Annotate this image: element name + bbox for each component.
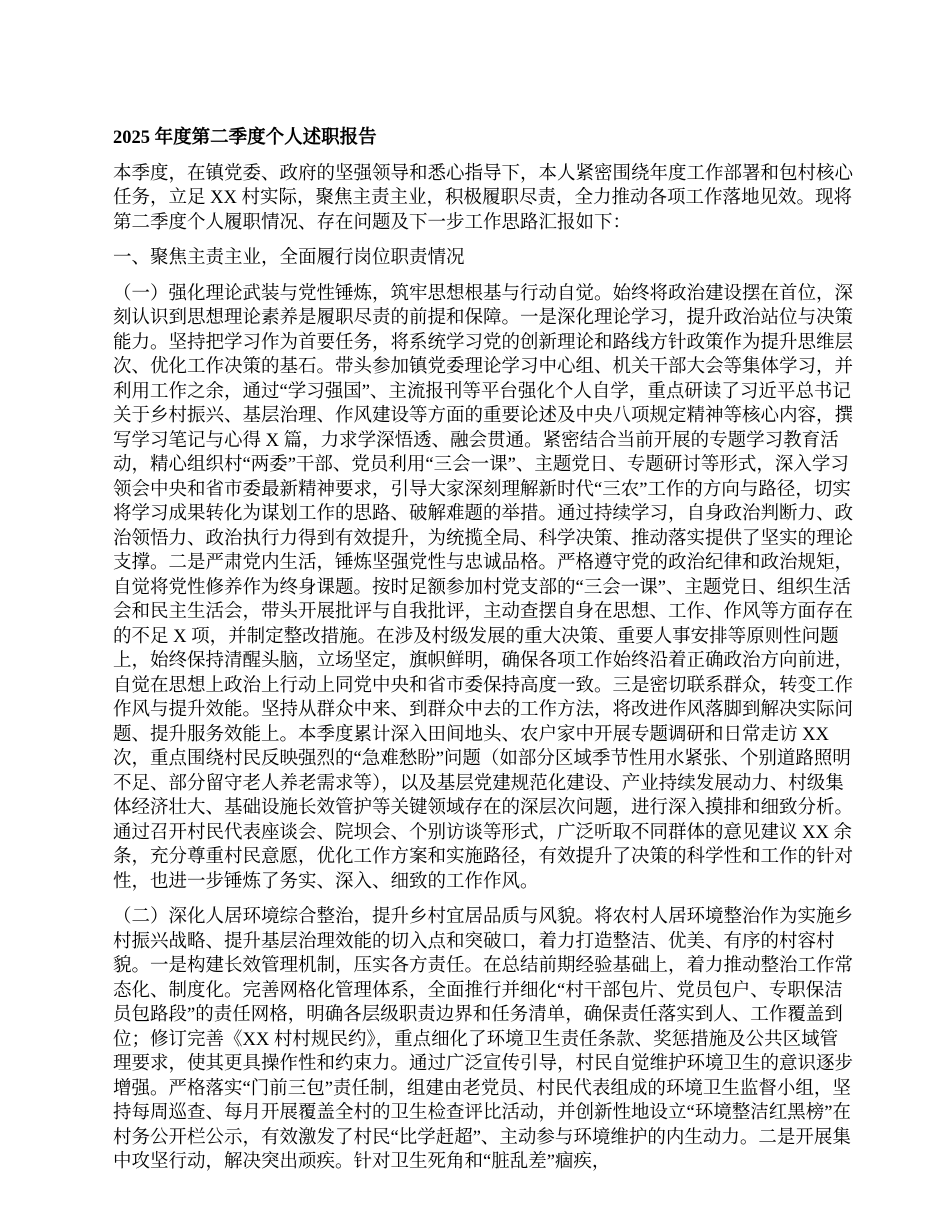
body-paragraph-1: （一）强化理论武装与党性锤炼，筑牢思想根基与行动自觉。始终将政治建设摆在首位，深刻认识到思想理论素养是履职尽责的前提和保障。一是深化理论学习，提升政治站位与决策能力。坚持把学习作为首要任务，将系统学习党的创新理论和路线方针政策作为提升思维层次、优化工作决策的基石。带头参加镇党委理论学习中心组、机关干部大会等集体学习，并利用工作之余，通过“学习强国”、主流报刊等平台强化个人自学，重点研读了习近平总书记关于乡村振兴、基层治理、作风建设等方面的重要论述及中央八项规定精神等核心内容，撰写学习笔记与心得 X 篇，力求学深悟透、融会贯通。紧密结合当前开展的专题学习教育活动，精心组织村“两委”干部、党员利用“三会一课”、主题党日、专题研讨等形式，深入学习领会中央和省市委最新精神要求，引导大家深刻理解新时代“三农”工作的方向与路径，切实将学习成果转化为谋划工作的思路、破解难题的举措。通过持续学习，自身政治判断力、政治领悟力、政治执行力得到有效提升，为统揽全局、科学决策、推动落实提供了坚实的理论支撑。二是严肃党内生活，锤炼坚强党性与忠诚品格。严格遵守党的政治纪律和政治规矩，自觉将党性修养作为终身课题。按时足额参加村党支部的“三会一课”、主题党日、组织生活会和民主生活会，带头开展批评与自我批评，主动查摆自身在思想、工作、作风等方面存在的不足 X 项，并制定整改措施。在涉及村级发展的重大决策、重要人事安排等原则性问题上，始终保持清醒头脑，立场坚定，旗帜鲜明，确保各项工作始终沿着正确政治方向前进，自觉在思想上政治上行动上同党中央和省市委保持高度一致。三是密切联系群众，转变工作作风与提升效能。坚持从群众中来、到群众中去的工作方法，将改进作风落脚到解决实际问题、提升服务效能上。本季度累计深入田间地头、农户家中开展专题调研和日常走访 XX 次，重点围绕村民反映强烈的“急难愁盼”问题（如部分区域季节性用水紧张、个别道路照明不足、部分留守老人养老需求等），以及基层党建规范化建设、产业持续发展动力、村级集体经济壮大、基础设施长效管护等关键领域存在的深层次问题，进行深入摸排和细致分析。通过召开村民代表座谈会、院坝会、个别访谈等形式，广泛听取不同群体的意见建议 XX 余条，充分尊重村民意愿，优化工作方案和实施路径，有效提升了决策的科学性和工作的针对性，也进一步锤炼了务实、深入、细致的工作作风。 bbox=[113, 283, 854, 892]
body-paragraph-2: （二）深化人居环境综合整治，提升乡村宜居品质与风貌。将农村人居环境整治作为实施乡村振兴战略、提升基层治理效能的切入点和突破口，着力打造整洁、优美、有序的村容村貌。一是构建长效管理机制，压实各方责任。在总结前期经验基础上，着力推动整治工作常态化、制度化。完善网格化管理体系，全面推行并细化“村干部包片、党员包户、专职保洁员包路段”的责任网格，明确各层级职责边界和任务清单，确保责任落实到人、工作覆盖到位；修订完善《XX 村村规民约》，重点细化了环境卫生责任条款、奖惩措施及公共区域管理要求，使其更具操作性和约束力。通过广泛宣传引导，村民自觉维护环境卫生的意识逐步增强。严格落实“门前三包”责任制，组建由老党员、村民代表组成的环境卫生监督小组，坚持每周巡查、每月开展覆盖全村的卫生检查评比活动，并创新性地设立“环境整洁红黑榜”在村务公开栏公示，有效激发了村民“比学赶超”、主动参与环境维护的内生动力。二是开展集中攻坚行动，解决突出顽疾。针对卫生死角和“脏乱差”痼疾， bbox=[113, 907, 854, 1172]
section-heading-1: 一、聚焦主责主业，全面履行岗位职责情况 bbox=[113, 248, 465, 268]
document-title: 2025 年度第二季度个人述职报告 bbox=[113, 128, 377, 148]
intro-paragraph: 本季度，在镇党委、政府的坚强领导和悉心指导下，本人紧密围绕年度工作部署和包村核心任务，立足 XX 村实际，聚焦主责主业，积极履职尽责，全力推动各项工作落地见效。现将第二季度个人履职情况、存在问题及下一步工作思路汇报如下： bbox=[113, 163, 854, 233]
